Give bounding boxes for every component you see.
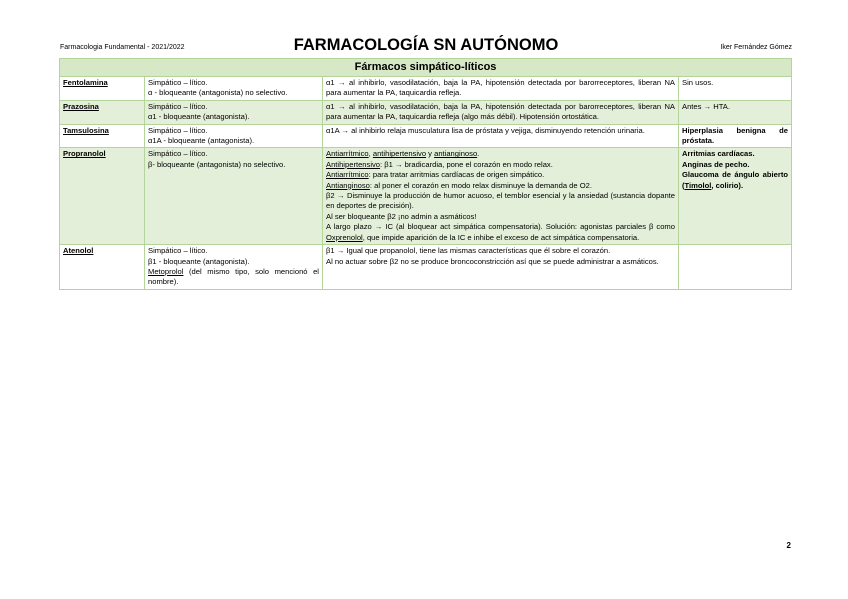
drug-name: Atenolol — [60, 245, 145, 290]
drug-name: Prazosina — [60, 100, 145, 124]
page-number: 2 — [786, 541, 791, 550]
drug-effects: β1 → Igual que propanolol, tiene las mismas características que él sobre el corazón. Al no actuar sobre β2 no se produce broncoconstricción así que se puede administrar a asmáticos. — [323, 245, 679, 290]
drug-uses — [679, 245, 792, 290]
drug-name: Propranolol — [60, 148, 145, 245]
drug-name: Fentolamina — [60, 77, 145, 101]
drug-type: Simpático – lítico. β- bloqueante (antagonista) no selectivo. — [145, 148, 323, 245]
drug-uses: Sin usos. — [679, 77, 792, 101]
effects-summary: Antiarrítmico, antihipertensivo y antianginoso. — [326, 149, 480, 159]
document-title: FARMACOLOGÍA SN AUTÓNOMO — [293, 36, 559, 54]
drug-type: Simpático – lítico. β1 - bloqueante (antagonista). Metoprolol (del mismo tipo, solo mencionó el nombre). — [145, 245, 323, 290]
course-label: Farmacologia Fundamental - 2021/2022 — [60, 44, 185, 51]
effect-line: Antihipertensivo: β1 → bradicardia, pone el corazón en modo relax. — [326, 159, 553, 169]
drug-effects: α1 → al inhibirlo, vasodilatación, baja la PA, hipotensión detectada por barorreceptores, liberan NA para aumentar la PA, taquicardia refleja. — [323, 77, 679, 101]
table-row — [60, 77, 792, 101]
drug-effects — [323, 148, 679, 245]
table-title: Fármacos simpático-líticos — [60, 59, 792, 77]
table-row — [60, 124, 792, 148]
table-title-row — [60, 59, 792, 77]
drug-effects: α1 → al inhibirlo, vasodilatación, baja la PA, hipotensión detectada por barorreceptores, liberan NA para aumentar la PA, taquicardia refleja (algo más débil). Hipotensión ortostática. — [323, 100, 679, 124]
effect-line: β2 → Disminuye la producción de humor acuoso, el temblor esencial y la ansiedad (sustancia dopante en deportes de precisión). — [326, 191, 675, 211]
table-row — [60, 245, 792, 290]
drugs-table — [59, 58, 792, 290]
author-name: Iker Fernández Gómez — [720, 44, 792, 51]
table-row — [60, 148, 792, 245]
effect-line: Antiarrítmico: para tratar arritmias cardíacas de origen simpático. — [326, 170, 545, 180]
drug-uses: Arritmias cardíacas. Anginas de pecho. Glaucoma de ángulo abierto (Timolol, colirio). — [679, 148, 792, 245]
drug-type: Simpático – lítico. α1A - bloqueante (antagonista). — [145, 124, 323, 148]
drug-uses: Antes → HTA. — [679, 100, 792, 124]
drug-type: Simpático – lítico. α - bloqueante (antagonista) no selectivo. — [145, 77, 323, 101]
effect-line: A largo plazo → IC (al bloquear act simpática compensatoria). Solución: agonistas parciales β como Oxprenolol, que impide aparición de la IC e inhibe el exceso de act simpática compensatoria. — [326, 222, 675, 242]
effect-line: Al ser bloqueante β2 ¡no admin a asmáticos! — [326, 211, 477, 221]
drug-effects: α1A → al inhibirlo relaja musculatura lisa de próstata y vejiga, disminuyendo retención urinaria. — [323, 124, 679, 148]
table-row — [60, 100, 792, 124]
drug-type: Simpático – lítico. α1 - bloqueante (antagonista). — [145, 100, 323, 124]
drug-uses: Hiperplasia benigna de próstata. — [679, 124, 792, 148]
effect-line: Antianginoso: al poner el corazón en modo relax disminuye la demanda de O2. — [326, 180, 592, 190]
page-header — [60, 36, 792, 58]
drug-name: Tamsulosina — [60, 124, 145, 148]
